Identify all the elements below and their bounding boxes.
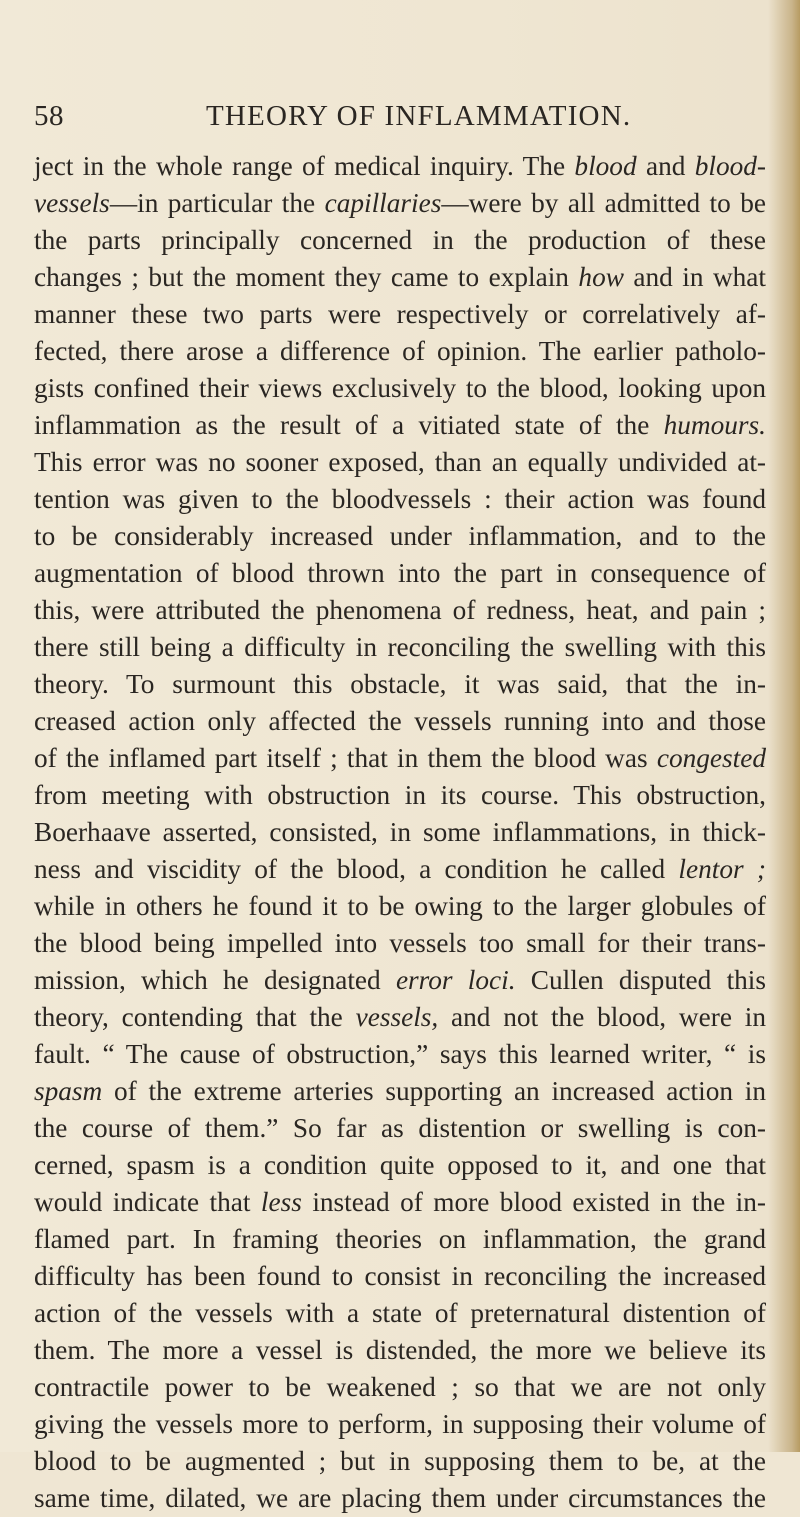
text-run: theory. To surmount this obstacle, it was said, that the in- <box>34 669 766 699</box>
italic-text: error loci. <box>395 965 516 995</box>
text-run: gists confined their views exclusively to the blood, looking upon <box>34 373 766 403</box>
text-line <box>34 481 766 518</box>
text-run: and not the blood, were in <box>438 1002 767 1032</box>
text-run: giving the vessels more to perform, in supposing their volume of <box>34 1409 766 1439</box>
text-run: Cullen disputed this <box>515 965 767 995</box>
text-run: from meeting with obstruction in its course. This obstruction, <box>34 780 766 810</box>
italic-text: capillaries <box>324 188 442 218</box>
text-run: theory, contending that the <box>34 1002 356 1032</box>
italic-text: blood <box>574 151 637 181</box>
text-run: changes ; but the moment they came to explain <box>34 262 579 292</box>
text-line <box>34 1221 766 1258</box>
text-run: —in particular the <box>109 188 325 218</box>
text-run: mission, which he designated <box>34 965 396 995</box>
text-line <box>34 185 766 222</box>
text-run: and <box>636 151 695 181</box>
text-run: tention was given to the bloodvessels : their action was found <box>34 484 766 514</box>
text-run: flamed part. In framing theories on inflammation, the grand <box>34 1224 766 1254</box>
text-line <box>34 703 766 740</box>
text-run: ject in the whole range of medical inquiry. The <box>34 151 575 181</box>
page-number: 58 <box>34 100 64 132</box>
body-text <box>34 148 766 1517</box>
italic-text: how <box>578 262 624 292</box>
text-line <box>34 1369 766 1406</box>
text-line <box>34 666 766 703</box>
text-run: while in others he found it to be owing to the larger globules of <box>34 891 766 921</box>
text-line <box>34 555 766 592</box>
text-run: the blood being impelled into vessels too small for their trans- <box>34 928 766 958</box>
text-line <box>34 1147 766 1184</box>
text-run: would indicate that <box>34 1187 261 1217</box>
text-line <box>34 1258 766 1295</box>
text-line <box>34 259 766 296</box>
text-line <box>34 1480 766 1517</box>
text-run: ness and viscidity of the blood, a condition he called <box>34 854 679 884</box>
text-line <box>34 407 766 444</box>
text-line <box>34 925 766 962</box>
text-run: blood to be augmented ; but in supposing them to be, at the <box>34 1446 766 1476</box>
page-header <box>34 100 754 140</box>
text-run: them. The more a vessel is distended, the more we believe its <box>34 1335 766 1365</box>
italic-text: humours. <box>663 410 766 440</box>
text-run: the course of them.” So far as distention or swelling is con- <box>34 1113 766 1143</box>
text-run: This error was no sooner exposed, than an equally undivided at- <box>34 447 766 477</box>
text-run: this, were attributed the phenomena of redness, heat, and pain ; <box>34 595 766 625</box>
text-line <box>34 962 766 999</box>
text-run: the parts principally concerned in the production of these <box>34 225 766 255</box>
italic-text: vessels, <box>355 1002 439 1032</box>
text-line <box>34 370 766 407</box>
text-run: same time, dilated, we are placing them under circumstances the <box>34 1483 766 1513</box>
text-run: of the inflamed part itself ; that in them the blood was <box>34 743 657 773</box>
text-line <box>34 851 766 888</box>
text-run: difficulty has been found to consist in reconciling the increased <box>34 1261 766 1291</box>
text-line <box>34 444 766 481</box>
text-run: Boerhaave asserted, consisted, in some inflammations, in thick- <box>34 817 766 847</box>
text-line <box>34 1073 766 1110</box>
text-line <box>34 740 766 777</box>
text-run: cerned, spasm is a condition quite opposed to it, and one that <box>34 1150 766 1180</box>
text-line <box>34 222 766 259</box>
text-line <box>34 1184 766 1221</box>
running-head: THEORY OF INFLAMMATION. <box>206 100 632 132</box>
text-line <box>34 333 766 370</box>
text-line <box>34 1295 766 1332</box>
text-run: manner these two parts were respectively or correlatively af- <box>34 299 766 329</box>
text-line <box>34 1443 766 1480</box>
text-line <box>34 518 766 555</box>
text-run: of the extreme arteries supporting an increased action in <box>102 1076 766 1106</box>
text-line <box>34 296 766 333</box>
italic-text: blood- <box>694 151 766 181</box>
text-line <box>34 1036 766 1073</box>
italic-text: congested <box>656 743 766 773</box>
italic-text: less <box>260 1187 302 1217</box>
text-run: —were by all admitted to be <box>441 188 766 218</box>
text-line <box>34 629 766 666</box>
text-line <box>34 148 766 185</box>
text-run: creased action only affected the vessels running into and those <box>34 706 766 736</box>
text-run: inflammation as the result of a vitiated state of the <box>34 410 664 440</box>
text-run: contractile power to be weakened ; so that we are not only <box>34 1372 766 1402</box>
text-line <box>34 1332 766 1369</box>
text-line <box>34 1406 766 1443</box>
text-line <box>34 888 766 925</box>
text-line <box>34 777 766 814</box>
text-run: fault. “ The cause of obstruction,” says this learned writer, “ is <box>34 1039 766 1069</box>
text-run: instead of more blood existed in the in- <box>301 1187 767 1217</box>
text-run: there still being a difficulty in reconciling the swelling with this <box>34 632 766 662</box>
text-line <box>34 999 766 1036</box>
italic-text: spasm <box>34 1076 103 1106</box>
text-line <box>34 1110 766 1147</box>
text-run: and in what <box>623 262 766 292</box>
text-run: action of the vessels with a state of preternatural distention of <box>34 1298 766 1328</box>
italic-text: lentor ; <box>678 854 766 884</box>
text-run: augmentation of blood thrown into the part in consequence of <box>34 558 766 588</box>
text-run: fected, there arose a difference of opinion. The earlier patholo- <box>34 336 766 366</box>
text-run: to be considerably increased under inflammation, and to the <box>34 521 766 551</box>
text-line <box>34 592 766 629</box>
italic-text: vessels <box>34 188 110 218</box>
text-line <box>34 814 766 851</box>
